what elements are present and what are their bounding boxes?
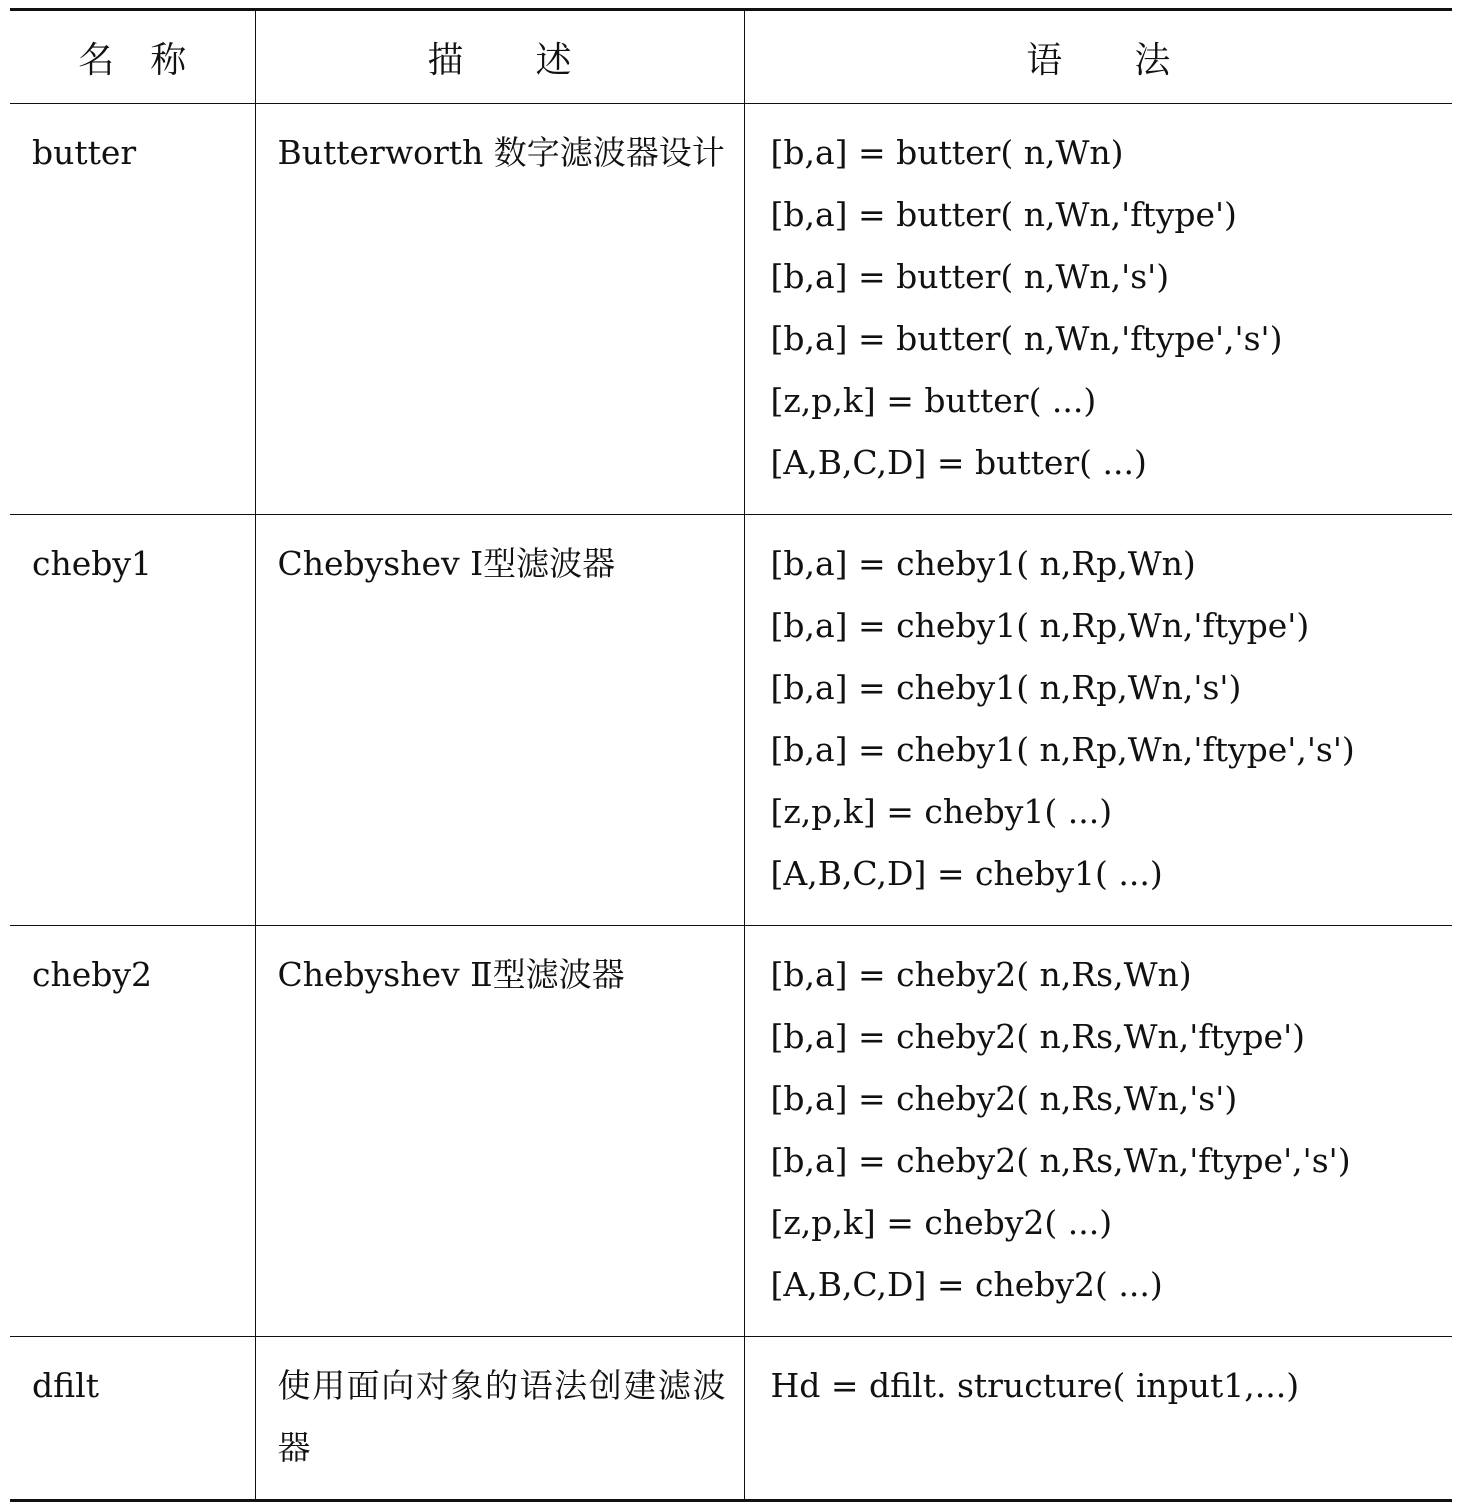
- header-name: 名 称: [10, 10, 255, 104]
- function-name: dfilt: [10, 1337, 255, 1501]
- table-row-cheby2: [10, 926, 1452, 1337]
- syntax-line: [b,a] = cheby1( n,Rp,Wn,'ftype'): [770, 606, 1310, 645]
- syntax-line: [b,a] = cheby1( n,Rp,Wn,'s'): [770, 668, 1242, 707]
- syntax-line: [b,a] = butter( n,Wn,'ftype','s'): [770, 319, 1283, 358]
- table-row-butter: [10, 104, 1452, 515]
- function-syntax: [744, 926, 1452, 1337]
- syntax-line: [b,a] = cheby1( n,Rp,Wn): [770, 544, 1196, 583]
- function-description: Butterworth 数字滤波器设计: [255, 104, 744, 515]
- function-description: Chebyshev Ⅱ型滤波器: [255, 926, 744, 1337]
- syntax-line: [z,p,k] = cheby2( ...): [770, 1203, 1113, 1242]
- header-row: [10, 10, 1452, 104]
- syntax-line: [b,a] = butter( n,Wn): [770, 133, 1124, 172]
- syntax-line: [A,B,C,D] = cheby2( ...): [770, 1265, 1163, 1304]
- header-syntax: 语 法: [744, 10, 1452, 104]
- filter-function-table: [10, 8, 1452, 1502]
- syntax-line: [z,p,k] = butter( ...): [770, 381, 1097, 420]
- syntax-line: [z,p,k] = cheby1( ...): [770, 792, 1113, 831]
- function-name: butter: [10, 104, 255, 515]
- syntax-line: [b,a] = cheby2( n,Rs,Wn,'ftype'): [770, 1017, 1306, 1056]
- function-description: 使用面向对象的语法创建滤波器: [255, 1337, 744, 1501]
- syntax-line: [A,B,C,D] = butter( ...): [770, 443, 1147, 482]
- function-syntax: [744, 1337, 1452, 1501]
- syntax-line: [b,a] = cheby1( n,Rp,Wn,'ftype','s'): [770, 730, 1355, 769]
- table-row-dfilt: [10, 1337, 1452, 1501]
- table-body: [10, 104, 1452, 1501]
- syntax-line: [b,a] = butter( n,Wn,'ftype'): [770, 195, 1237, 234]
- syntax-line: [b,a] = cheby2( n,Rs,Wn): [770, 955, 1192, 994]
- syntax-line: [b,a] = cheby2( n,Rs,Wn,'ftype','s'): [770, 1141, 1351, 1180]
- table-row-cheby1: [10, 515, 1452, 926]
- function-syntax: [744, 515, 1452, 926]
- function-name: cheby2: [10, 926, 255, 1337]
- syntax-line: [b,a] = cheby2( n,Rs,Wn,'s'): [770, 1079, 1238, 1118]
- table-header: [10, 10, 1452, 104]
- syntax-line: [b,a] = butter( n,Wn,'s'): [770, 257, 1170, 296]
- function-description: Chebyshev Ⅰ型滤波器: [255, 515, 744, 926]
- function-syntax: [744, 104, 1452, 515]
- function-name: cheby1: [10, 515, 255, 926]
- syntax-line: [A,B,C,D] = cheby1( ...): [770, 854, 1163, 893]
- syntax-line: Hd = dfilt. structure( input1,...): [770, 1366, 1300, 1405]
- header-description: 描 述: [255, 10, 744, 104]
